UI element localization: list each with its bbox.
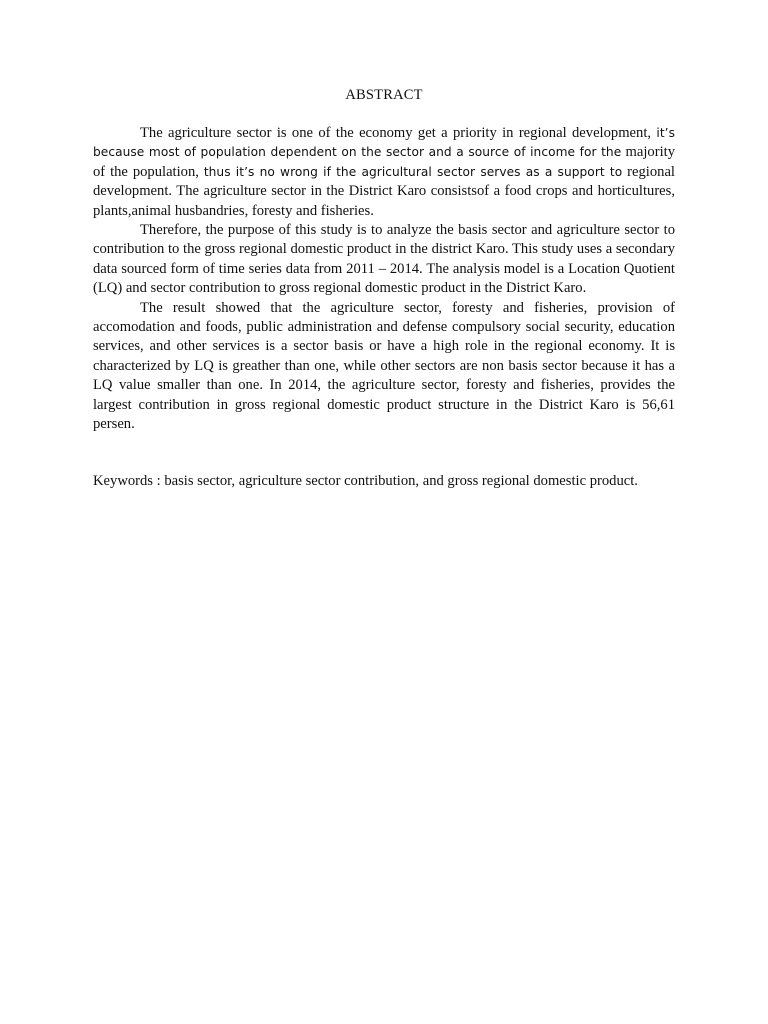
abstract-paragraph-3: The result showed that the agriculture sector, foresty and fisheries, provision of accomodation and foods, public administration and defense compulsory social security, education services, and other services is a sector basis or have a high role in the regional economy. It is characterized by LQ is greather than one, while other sectors are non basis sector because it has a LQ value smaller than one. In 2014, the agriculture sector, foresty and fisheries, provides the largest contribution in gross regional domestic product structure in the District Karo is 56,61 persen. [93, 299, 675, 433]
paragraph-1-majority-text: majority of the population, [93, 144, 675, 180]
abstract-body [93, 124, 675, 435]
abstract-heading: ABSTRACT [345, 87, 423, 103]
abstract-paragraph-2: Therefore, the purpose of this study is to analyze the basis sector and agriculture sector to contribution to the gross regional domestic product in the district Karo. This study uses a secondary data sourced form of time series data from 2011 – 2014. The analysis model is a Location Quotient (LQ) and sector contribution to gross regional domestic product in the District Karo. [93, 222, 675, 297]
paragraph-1-alt-font-clause: thus it’s no wrong if the agricultural sector serves as a support to [203, 164, 623, 179]
keywords-line: Keywords : basis sector, agriculture sector contribution, and gross regional domestic product. [93, 473, 638, 489]
paragraph-1-sentence-start: The agriculture sector is one of the economy get a priority in regional development, [140, 125, 652, 141]
abstract-paragraph-1 [93, 124, 675, 221]
paragraph-1-alt-font-line: it’s because most of population dependent on the sector and a source of income for the [93, 126, 675, 160]
paragraph-1-ending: regional development. The agriculture sector in the District Karo consistsof a food crops and horticultures, plants,animal husbandries, foresty and fisheries. [93, 163, 675, 219]
